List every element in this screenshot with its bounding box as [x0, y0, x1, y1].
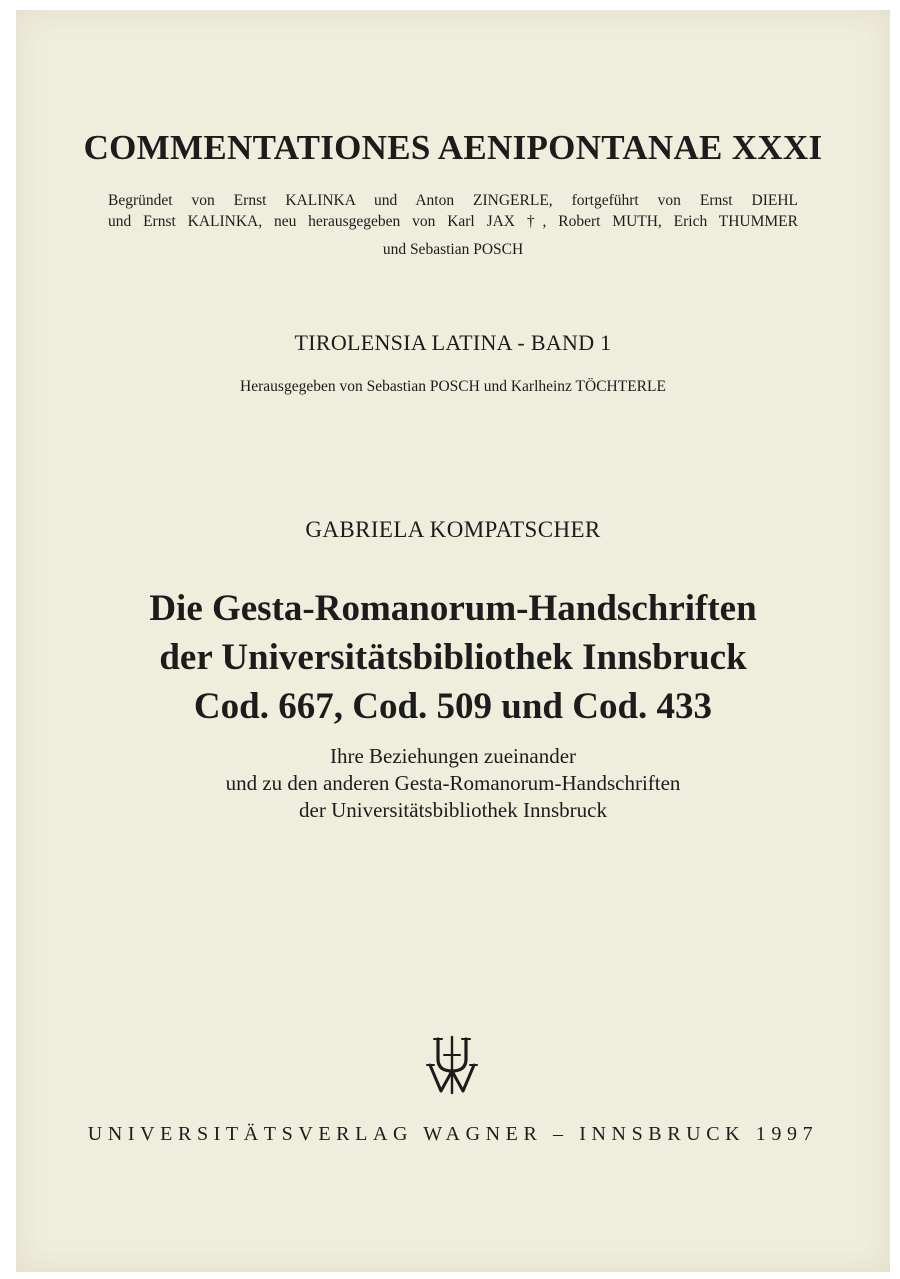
- book-title-line-2: der Universitätsbibliothek Innsbruck: [159, 637, 747, 678]
- founders-line-1: Begründet von Ernst KALINKA und Anton ZINGERLE, fortgeführt von Ernst DIEHL: [108, 192, 798, 209]
- book-title: [16, 584, 890, 731]
- publisher-imprint: UNIVERSITÄTSVERLAG WAGNER – INNSBRUCK 1997: [87, 1123, 819, 1145]
- book-title-line-1: Die Gesta-Romanorum-Handschriften: [149, 588, 757, 629]
- series-founders: [108, 190, 798, 232]
- subseries-editors: Herausgegeben von Sebastian POSCH und Karlheinz TÖCHTERLE: [240, 378, 666, 395]
- subtitle-line-1: Ihre Beziehungen zueinander: [329, 744, 577, 768]
- founders-line-3: und Sebastian POSCH: [382, 241, 524, 258]
- series-title: COMMENTATIONES AENIPONTANAE XXXI: [83, 128, 823, 167]
- subtitle-line-2: und zu den anderen Gesta-Romanorum-Handschriften: [225, 771, 681, 795]
- subseries-title: TIROLENSIA LATINA - BAND 1: [294, 330, 612, 355]
- uw-publisher-monogram-icon: [424, 1035, 480, 1095]
- founders-line-2: und Ernst KALINKA, neu herausgegeben von Karl JAX †, Robert MUTH, Erich THUMMER: [108, 213, 798, 230]
- author-name: GABRIELA KOMPATSCHER: [305, 517, 601, 542]
- book-title-line-3: Cod. 667, Cod. 509 und Cod. 433: [193, 686, 713, 727]
- book-subtitle: [16, 743, 890, 824]
- book-cover: [16, 10, 890, 1272]
- subtitle-line-3: der Universitätsbibliothek Innsbruck: [299, 798, 607, 822]
